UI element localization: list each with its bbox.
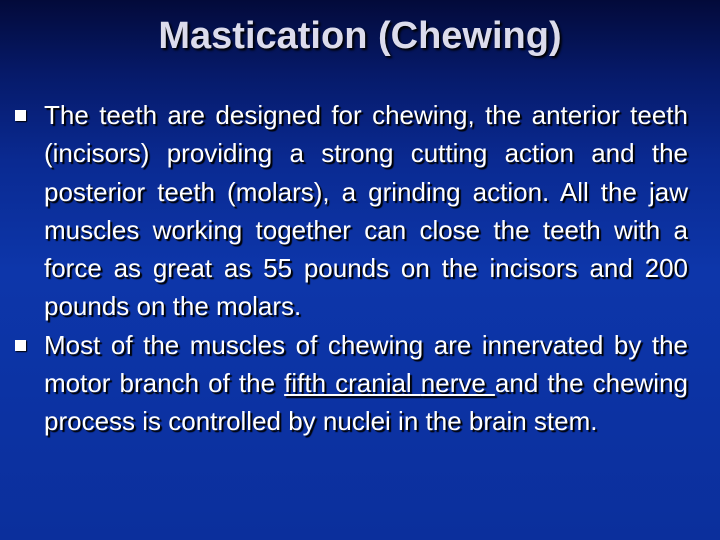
square-bullet-icon: [15, 110, 26, 121]
bullet-item: [8, 96, 688, 326]
square-bullet-icon: [15, 340, 26, 351]
bullet-text: Most of the muscles of chewing are innervated by the motor branch of the: [44, 329, 688, 399]
underlined-term: fifth cranial: [284, 368, 421, 399]
bullet-text: and the chewing process is controlled by nuclei in the brain stem.: [44, 368, 689, 437]
slide-title: Mastication (Chewing): [158, 15, 562, 57]
bullet-item: [8, 326, 688, 441]
underlined-term: nerve: [420, 368, 495, 399]
bullet-text: The teeth are designed for chewing, the anterior teeth (incisors) providing a strong cutting action and the posterior teeth (molars), a grinding action. All the jaw muscles working together can close the teeth with a force as great as 55 pounds on the incisors and 200 pounds on the molars.: [44, 100, 688, 322]
bullet-list: [8, 96, 688, 441]
